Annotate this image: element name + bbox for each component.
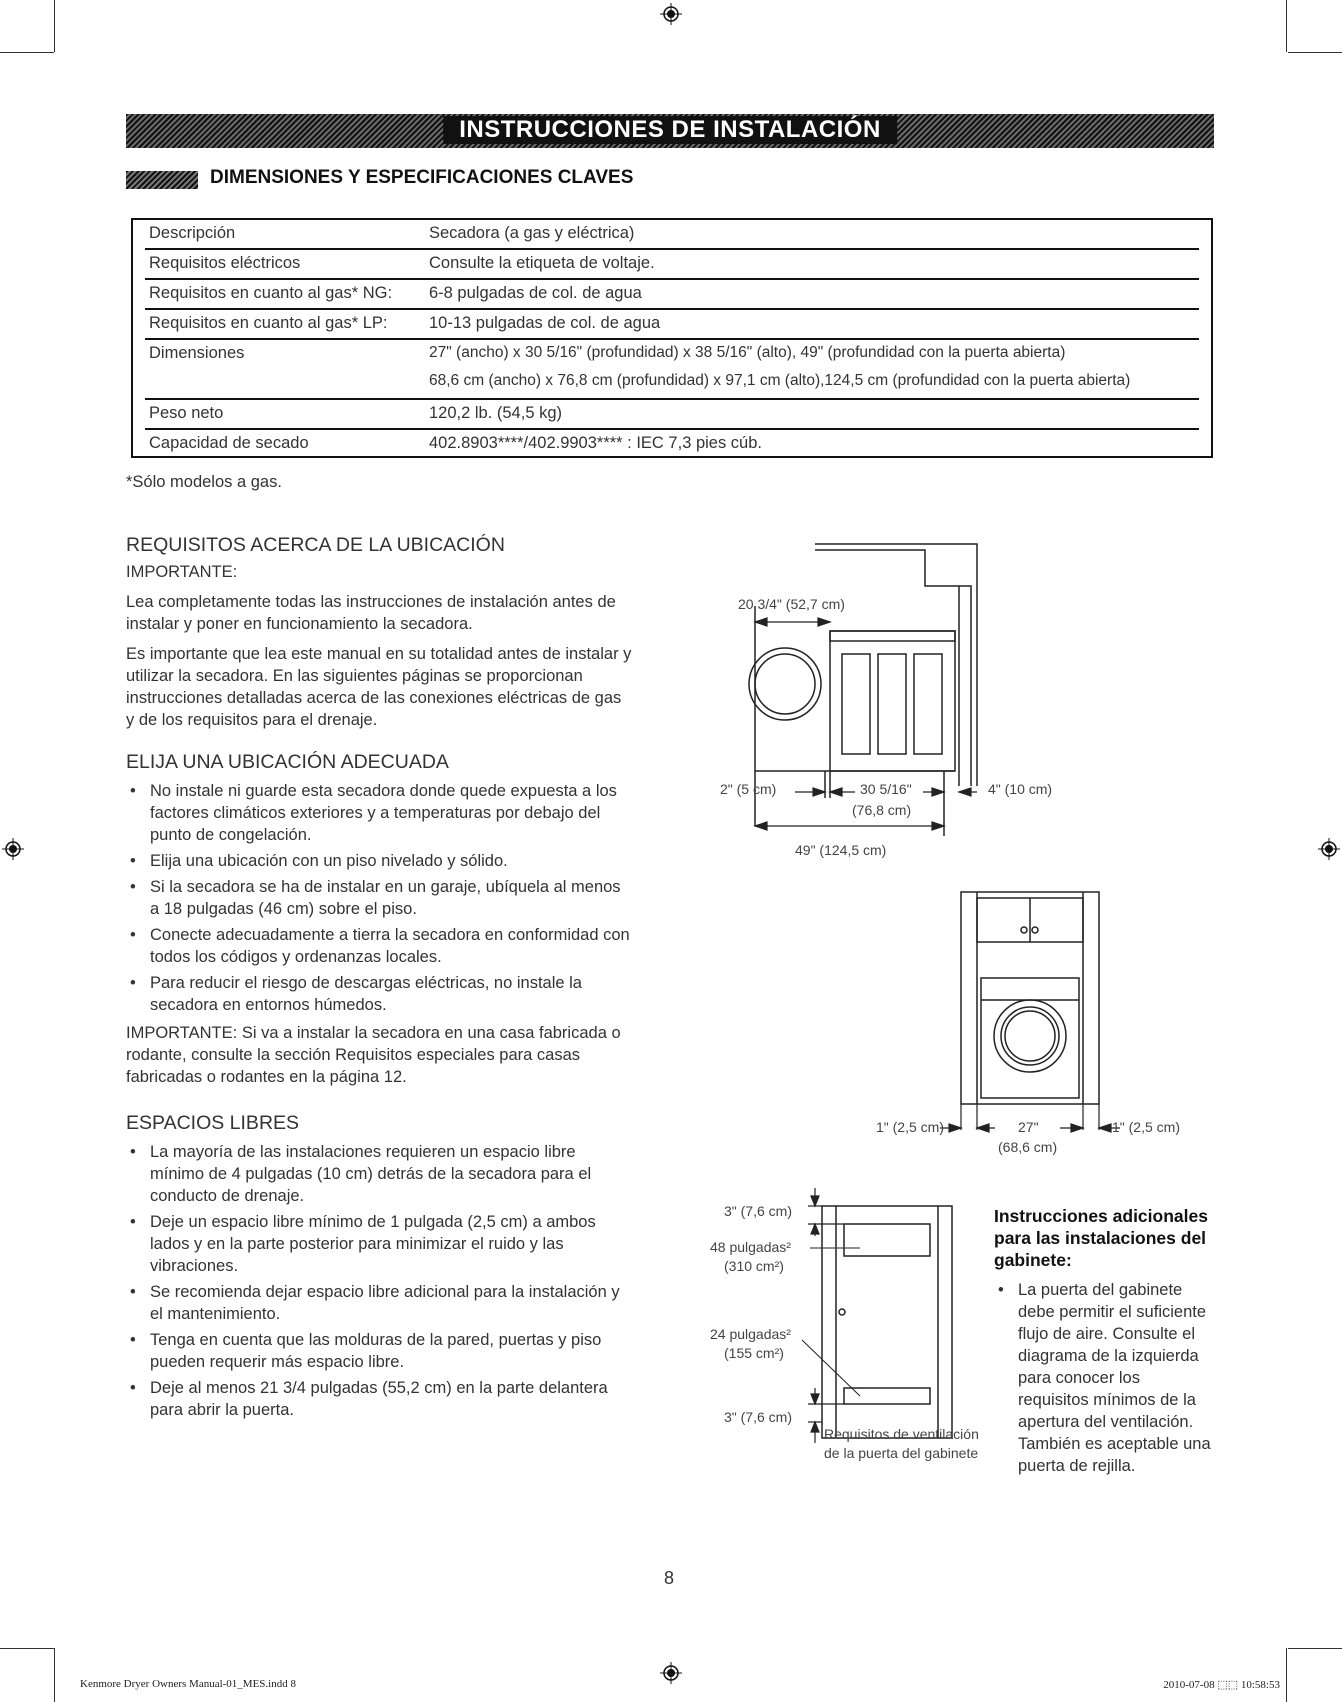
crop-mark xyxy=(54,1648,55,1702)
cabinet-instructions xyxy=(994,1205,1214,1481)
section-title: DIMENSIONES Y ESPECIFICACIONES CLAVES xyxy=(210,167,634,188)
dimension-label: 2" (5 cm) xyxy=(720,781,777,797)
crop-mark xyxy=(0,52,54,53)
spec-value: 68,6 cm (ancho) x 76,8 cm (profundidad) x 97,1 cm (alto),124,5 cm (profundidad con la puerta abierta) xyxy=(429,372,1131,389)
clearance-list xyxy=(126,1141,632,1421)
spec-label: Capacidad de secado xyxy=(149,434,309,452)
registration-mark-icon xyxy=(660,3,682,25)
spec-value: 10-13 pulgadas de col. de agua xyxy=(429,314,661,332)
important-note: IMPORTANTE: Si va a instalar la secadora en una casa fabricada o rodante, consulte la sección Requisitos especiales para casas fabricadas o rodantes en la página 12. xyxy=(126,1024,621,1086)
table-row xyxy=(145,400,1199,430)
dimension-label: 30 5/16" xyxy=(860,781,912,797)
paragraph: Es importante que lea este manual en su totalidad antes de instalar y utilizar la secadora. En las siguientes páginas se proporcionan instrucciones detalladas acerca de las conexiones eléctricas de gas y de los requisitos para el drenaje. xyxy=(126,645,632,729)
crop-mark xyxy=(0,1648,54,1649)
dimension-label: (155 cm²) xyxy=(724,1345,784,1361)
spec-label: Descripción xyxy=(149,224,236,242)
list-item: • No instale ni guarde esta secadora donde quede expuesta a los factores climáticos exteriores y a temperaturas por debajo del punto de congelación. xyxy=(126,780,632,846)
page-number: 8 xyxy=(664,1568,675,1588)
list-item: • Deje un espacio libre mínimo de 1 pulgada (2,5 cm) a ambos lados y en la parte posterior para minimizar el ruido y las vibraciones. xyxy=(126,1211,632,1277)
spec-value: 6-8 pulgadas de col. de agua xyxy=(429,284,642,302)
banner-title: INSTRUCCIONES DE INSTALACIÓN xyxy=(443,116,897,144)
table-row xyxy=(145,250,1199,280)
dimension-label: 3" (7,6 cm) xyxy=(724,1409,792,1425)
registration-mark-icon xyxy=(2,838,24,860)
crop-mark xyxy=(54,0,55,52)
spec-value: 27" (ancho) x 30 5/16" (profundidad) x 38 5/16" (alto), 49" (profundidad con la puerta abierta) xyxy=(429,344,1066,361)
section-marker xyxy=(126,171,198,189)
heading-clearances: ESPACIOS LIBRES xyxy=(126,1112,300,1134)
spec-label: Requisitos en cuanto al gas* LP: xyxy=(149,314,388,332)
heading-choose-location: ELIJA UNA UBICACIÓN ADECUADA xyxy=(126,751,449,773)
crop-mark xyxy=(1288,52,1342,53)
location-list xyxy=(126,780,632,1016)
spec-value: 120,2 lb. (54,5 kg) xyxy=(429,404,562,422)
registration-mark-icon xyxy=(1318,838,1340,860)
footer-right: 2010-07-08 ⬚⬚ 10:58:53 xyxy=(1163,1679,1280,1691)
footer-left: Kenmore Dryer Owners Manual-01_MES.indd 8 xyxy=(80,1678,296,1690)
table-row xyxy=(145,310,1199,340)
dimension-label: 1" (2,5 cm) xyxy=(876,1119,944,1135)
list-item: • Deje al menos 21 3/4 pulgadas (55,2 cm) en la parte delantera para abrir la puerta. xyxy=(126,1377,632,1421)
dimension-label: (68,6 cm) xyxy=(998,1139,1058,1155)
crop-mark xyxy=(1286,0,1287,52)
crop-mark xyxy=(1288,1648,1342,1649)
spec-value: Consulte la etiqueta de voltaje. xyxy=(429,254,655,272)
list-item: • Tenga en cuenta que las molduras de la pared, puertas y piso pueden requerir más espacio libre. xyxy=(126,1329,632,1373)
list-item: • La puerta del gabinete debe permitir el suficiente flujo de aire. Consulte el diagrama de la izquierda para conocer los requisitos mínimos de la apertura del ventilación. También es aceptable una puerta de rejilla. xyxy=(994,1279,1214,1477)
list-item: • La mayoría de las instalaciones requieren un espacio libre mínimo de 4 pulgadas (10 cm) detrás de la secadora para el conducto de drenaje. xyxy=(126,1141,632,1207)
dimension-label: (76,8 cm) xyxy=(852,802,912,818)
front-view-diagram xyxy=(955,888,1105,1133)
spec-label: Requisitos en cuanto al gas* NG: xyxy=(149,284,393,302)
spec-label: Requisitos eléctricos xyxy=(149,254,301,272)
list-item: • Conecte adecuadamente a tierra la secadora en conformidad con todos los códigos y ordenanzas locales. xyxy=(126,924,632,968)
list-item: • Si la secadora se ha de instalar en un garaje, ubíquela al menos a 18 pulgadas (46 cm) sobre el piso. xyxy=(126,876,632,920)
list-item: • Para reducir el riesgo de descargas eléctricas, no instale la secadora en entornos húmedos. xyxy=(126,972,632,1016)
dimension-label: 49" (124,5 cm) xyxy=(795,842,887,858)
diagram-caption: Requisitos de ventilación xyxy=(824,1426,979,1442)
table-row xyxy=(145,340,1199,400)
left-column xyxy=(126,534,632,1425)
heading-location-requirements: REQUISITOS ACERCA DE LA UBICACIÓN xyxy=(126,534,505,556)
table-row xyxy=(145,430,1199,456)
dimension-label: 27" xyxy=(1018,1119,1039,1135)
list-item: • Se recomienda dejar espacio libre adicional para la instalación y el mantenimiento. xyxy=(126,1281,632,1325)
list-item: • Elija una ubicación con un piso nivelado y sólido. xyxy=(126,850,632,872)
spec-label: Dimensiones xyxy=(149,344,245,362)
cabinet-heading: Instrucciones adicionales para las instalaciones del gabinete: xyxy=(994,1206,1208,1270)
dimension-label: 3" (7,6 cm) xyxy=(724,1203,792,1219)
spec-label: Peso neto xyxy=(149,404,224,422)
spec-value: 402.8903****/402.9903**** : IEC 7,3 pies cúb. xyxy=(429,434,762,452)
dimension-label: 1" (2,5 cm) xyxy=(1112,1119,1180,1135)
cabinet-list xyxy=(994,1279,1214,1477)
page-banner xyxy=(126,114,1214,148)
registration-mark-icon xyxy=(660,1662,682,1684)
footnote: *Sólo modelos a gas. xyxy=(126,473,282,491)
spec-table xyxy=(131,218,1213,458)
table-row xyxy=(145,220,1199,250)
diagram-caption: de la puerta del gabinete xyxy=(824,1445,979,1461)
table-row xyxy=(145,280,1199,310)
important-label: IMPORTANTE: xyxy=(126,563,238,581)
crop-mark xyxy=(1286,1648,1287,1702)
dimension-label: 48 pulgadas² xyxy=(710,1239,791,1255)
dimension-label: 20 3/4" (52,7 cm) xyxy=(738,596,845,612)
spec-value: Secadora (a gas y eléctrica) xyxy=(429,224,635,242)
dimension-label: 4" (10 cm) xyxy=(988,781,1053,797)
dimension-label: 24 pulgadas² xyxy=(710,1326,791,1342)
paragraph: Lea completamente todas las instrucciones de instalación antes de instalar y poner en funcionamiento la secadora. xyxy=(126,593,616,633)
dimension-label: (310 cm²) xyxy=(724,1258,784,1274)
